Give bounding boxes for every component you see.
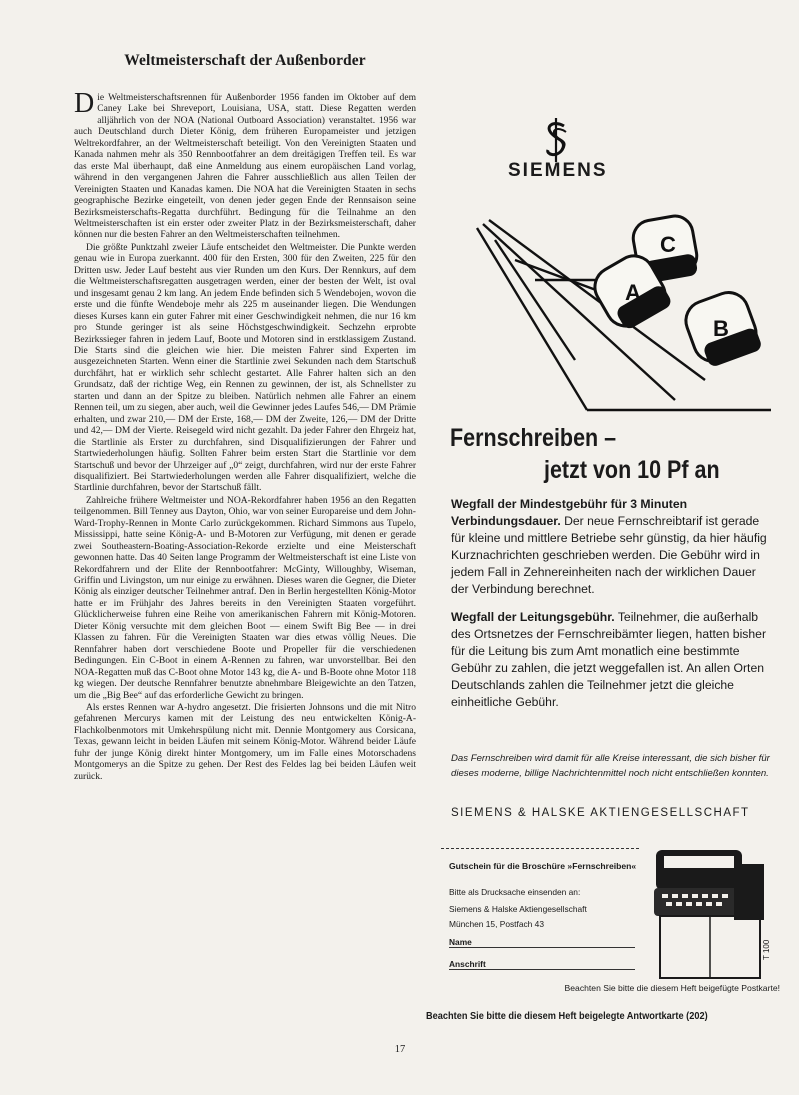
ad-body-text	[451, 496, 773, 721]
key-a-label: A	[625, 280, 641, 305]
key-b	[680, 287, 763, 368]
postcard-note: Beachten Sie bitte die diesem Heft beigefügte Postkarte!	[564, 983, 780, 993]
siemens-brand: SIEMENS	[508, 160, 608, 181]
ad-headline-line2: jetzt von 10 Pf an	[544, 456, 720, 484]
coupon-instruction: Bitte als Drucksache einsenden an:	[449, 887, 581, 897]
reply-card-note: Beachten Sie bitte die diesem Heft beigelegte Antwortkarte (202)	[426, 1011, 708, 1022]
teleprinter-keys-illustration	[475, 200, 775, 420]
teleprinter-machine-icon	[650, 842, 770, 982]
ad-paragraph-2-text: Teilnehmer, die außerhalb des Ortsnetzes der Fernschreibämter liegen, hatten bisher für die Leitung bis zum Amt monatlich eine bestimmte Gebühr zu zahlen, die jetzt weggefallen ist. An allen Orten Deutschlands zahlen die Teilnehmer jetzt die gleiche einheitliche Gebühr.	[451, 609, 767, 710]
siemens-logo-icon	[540, 116, 572, 164]
article-paragraph: Zahlreiche frühere Weltmeister und NOA-Rekordfahrer haben 1956 an den Regatten teilgenommen. Bill Tenney aus Dayton, Ohio, war von seiner Europareise und dem John-Ward-Trophy-Rennen in Monte Carlo zurückgekommen. Richard Simmons aus Tupelo, Mississippi, hatte seine König-A- und B-Motoren zur Verfügung, mit denen er gerade zwei Southeastern-Boating-Association-Rekorde erzielte und eine Meisterschaft gewonnen hatte. Das 40 Seiten lange Programm der Weltmeisterschaft ist eine Liste von Rekordfahrern und der Elite der Rennbootfahrer: McGinty, Willoughby, Wiseman, Griffin und Livingston, um nur einige zu erwähnen. Dieses waren die Gegner, die Dieter König als einziger deutscher Teilnehmer antraf. Den in Berlin hergestellten König-Motor hatte er im Frühjahr des Jahres bereits in den Vereinigten Staaten vorgeführt. Glücklicherweise fuhren eine Reihe von amerikanischen Fahrern mit König-Motoren. Dieter König versuchte mit dem gleichen Boot — einem Swift Big Bee — in drei Klassen zu fahren. Für die Vereinigten Staaten war dies etwas völlig Neues. Die Rennfahrer haben dort verschiedene Boote und Propeller für die verschiedenen Bedingungen. Ein C-Boot in einem A-Rennen zu fahren, war unvorstellbar. Bei den NOA-Regatten muß das C-Boot ohne Motor 143 kg, die A- und B-Boote ohne Motor 118 kg wiegen. Der deutsche Rennfahrer benutzte abnehmbare Bleigewichte an den Tatzen, um die „Big Bee“ auf das erforderliche Gewicht zu bringen.	[74, 494, 416, 701]
device-code: T 100	[762, 939, 771, 960]
coupon	[441, 848, 639, 973]
coupon-company: Siemens & Halske Aktiengesellschaft	[449, 904, 587, 914]
ad-paragraph-2	[451, 609, 773, 712]
key-c-label: C	[660, 232, 676, 257]
ad-italic-note: Das Fernschreiben wird damit für alle Kreise interessant, die sich bisher für dieses moderne, billige Nachrichtenmittel noch nicht entschließen konnten.	[451, 753, 770, 779]
ad-paragraph-2-bold: Wegfall der Leitungsgebühr.	[451, 609, 615, 624]
coupon-name-field[interactable]: Name	[449, 937, 635, 948]
coupon-address: München 15, Postfach 43	[449, 919, 544, 929]
siemens-advertisement	[420, 0, 799, 1095]
page-number: 17	[394, 1044, 406, 1055]
article-body	[74, 88, 416, 782]
article-paragraph: Als erstes Rennen war A-hydro angesetzt. Die frisierten Johnsons und die mit Nitro gefahrenen Mercurys kamen mit der Leistung des neu entwickelten König-A-Flachkolbenmotors mit Umkehrspülung nicht mit. Dennie Montgomery aus Corsicana, Texas, gewann leicht in beiden Läufen mit seinem König-Motor. Während beider Läufe fuhr der junge König direkt hinter Montgomery, um im Falle eines Motorschadens Montgomerys an die Spitze zu gehen. Der Rest des Feldes lag bei beiden Läufen weit zurück.	[74, 702, 416, 782]
ad-headline-line1: Fernschreiben –	[450, 424, 617, 452]
coupon-address-field[interactable]: Anschrift	[449, 959, 635, 970]
key-b-label: B	[713, 316, 729, 341]
ad-paragraph-1-text: Der neue Fernschreibtarif ist gerade für kleine und mittlere Betriebe sehr günstig, da hier häufig Kurznachrichten geschrieben werden. Die Gebühr wird in jedem Fall in Zehnereinheiten nach der wirklichen Dauer der Verbindung berechnet.	[451, 514, 767, 597]
ad-paragraph-1-bold: Wegfall der Mindestgebühr für 3 Minuten Verbindungsdauer.	[451, 497, 688, 529]
ad-paragraph-1	[451, 496, 773, 599]
company-name: SIEMENS & HALSKE AKTIENGESELLSCHAFT	[451, 807, 750, 819]
article-paragraph: Die Weltmeisterschaftsrennen für Außenborder 1956 fanden im Oktober auf dem Caney Lake bei Shreveport, Louisiana, USA, statt. Diese Regatten werden alljährlich von der NOA (National Outboard Association) veranstaltet. 1956 war auch Deutschland durch Dieter König, dem früheren Europameister und jetzigen Weltrekordfahrer, an der Weltmeisterschaft beteiligt. Von den Vereinigten Staaten und Kanada nahmen mehr als 350 Rennbootfahrer an dem dreitägigen Treffen teil. Es war das erste Mal überhaupt, daß eine Anmeldung aus einem europäischen Land vorlag, während in den vergangenen Jahren die Fahrer ausschließlich aus allen Teilen der Vereinigten Staaten und Kanadas kamen. Die NOA hat die Vereinigten Staaten in sechs geographische Bezirke eingeteilt, von denen jeder gegen Ende der Rennsaison seine Bezirksmeisterschafts-Regatta durchführt. Bedingung für die Teilnahme an den Weltmeisterschaften ist ein erster oder zweiter Platz in der Bezirksmeisterschaft, daher können nur die besten Fahrer an den Weltmeisterschaften teilnehmen.	[74, 88, 416, 241]
article-paragraph: Die größte Punktzahl zweier Läufe entscheidet den Weltmeister. Die Punkte werden genau wie in Europa zuerkannt. 400 für den Ersten, 300 für den Zweiten, 225 für den Dritten usw. Jeder Lauf besteht aus vier Runden um den Kurs. Der Rennkurs, auf dem die Weltmeisterschaftsregatten ausgetragen werden, einer der besten der Welt, ist oval und insgesamt genau 2 km lang. An jedem Ende befinden sich 5 Wendebojen, wovon die erste und die fünfte Wendeboje mehr als 225 m auseinander liegen. Die Wendungen dieses Kurses kann ein guter Fahrer mit einer Geschwindigkeit nehmen, die nur 16 km pro Stunde geringer ist als seine Höchstgeschwindigkeit. Sechzehn erprobte Bezirkssieger fahren in jedem Lauf, Boote und Motoren sind in erstklassigem Zustand. Die Starts sind die gleichen wie hier. Die meisten Fahrer sind Experten im ausgezeichneten Starten. Wenn einer die Startlinie zwei Sekunden nach dem Startschuß durchfährt, hat er wirklich sehr schlecht gestartet. Alle Fahrer halten sich an den Grundsatz, daß der richtige Weg, ein Rennen zu gewinnen, der ist, als Schnellster zu starten und dann an der Spitze zu bleiben. Natürlich nehmen alle Fahrer an einem Rennen teil, um zu siegen, aber auch, weil die Gewinner jedes Laufes 546,— DM Prämie erhalten, und zwar 210,— DM der Erste, 168,— DM der Zweite, 126,— DM der Dritte und 42,— DM der Vierte. Reisegeld wird nicht gezahlt. Da jeder Fahrer den Ehrgeiz hat, die Startlinie als Erster zu durchfahren, sind Disqualifizierungen der Fahrer und Startwiederholungen häufig. Sollten Fahrer beim ersten Start die Startlinie vor dem Startschuß und bevor der Uhrzeiger auf „0“ zeigt, durchfahren, wird nur der erste Fahrer disqualifiziert. Bei Startwiederholungen werden alle Fahrer disqualifiziert, welche die Startlinie durchfahren, bevor der Startschuß fällt.	[74, 241, 416, 494]
coupon-title: Gutschein für die Broschüre »Fernschreiben«	[449, 861, 637, 871]
article-title: Weltmeisterschaft der Außenborder	[124, 52, 366, 69]
article	[74, 52, 416, 783]
